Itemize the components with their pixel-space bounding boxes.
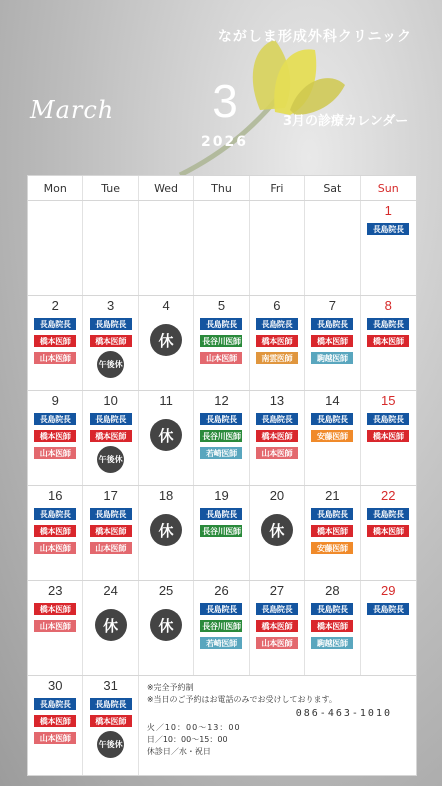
week-row: [28, 201, 416, 296]
day-cell-1: [361, 201, 416, 295]
day-cell-19: [194, 486, 249, 580]
day-cell-2: [28, 296, 83, 390]
weekday-tue: Tue: [83, 176, 138, 200]
doctor-badge: 橋本医師: [310, 619, 354, 633]
day-cell-6: [250, 296, 305, 390]
closed-marker: 休: [150, 419, 182, 451]
day-cell-26: [194, 581, 249, 675]
doctor-badge: 長島院長: [310, 412, 354, 426]
doctor-badge: 長島院長: [310, 507, 354, 521]
day-cell-14: [305, 391, 360, 485]
day-number: 13: [269, 393, 285, 408]
doctor-badge: 長島院長: [366, 412, 410, 426]
day-number: 10: [103, 393, 118, 408]
doctor-badge: 長島院長: [255, 317, 299, 331]
week-row: [28, 676, 416, 775]
day-cell-22: [361, 486, 416, 580]
week-row: [28, 486, 416, 581]
doctor-badge: 山本医師: [255, 446, 299, 460]
doctor-badge: 橋本医師: [366, 524, 410, 538]
empty-cell: [194, 201, 249, 295]
doctor-badge: 橋本医師: [89, 334, 133, 348]
doctor-badge: 長島院長: [89, 317, 133, 331]
day-cell-21: [305, 486, 360, 580]
day-cell-31: [83, 676, 138, 775]
day-number: 9: [51, 393, 59, 408]
doctor-badge: 橋本医師: [255, 334, 299, 348]
day-cell-30: [28, 676, 83, 775]
day-number: 27: [269, 583, 285, 598]
empty-cell: [28, 201, 83, 295]
doctor-badge: 長島院長: [33, 317, 77, 331]
day-number: 4: [162, 298, 170, 313]
clinic-name: ながしま形成外科クリニック: [217, 29, 412, 45]
empty-cell: [305, 201, 360, 295]
weekday-header: [28, 176, 416, 201]
day-cell-5: [194, 296, 249, 390]
day-number: 29: [381, 583, 396, 598]
doctor-badge: 橋本医師: [89, 714, 133, 728]
day-cell-24: [83, 581, 138, 675]
day-number: 30: [47, 678, 63, 693]
week-row: [28, 391, 416, 486]
doctor-badge: 長島院長: [199, 317, 243, 331]
day-number: 8: [384, 298, 392, 313]
doctor-badge: 長島院長: [199, 507, 243, 521]
day-cell-8: [361, 296, 416, 390]
empty-cell: [139, 201, 194, 295]
day-cell-12: [194, 391, 249, 485]
doctor-badge: 山本医師: [33, 619, 77, 633]
day-cell-16: [28, 486, 83, 580]
doctor-badge: 駒越医師: [310, 351, 354, 365]
weekday-sat: Sat: [305, 176, 360, 200]
month-number: 3: [212, 75, 238, 127]
doctor-badge: 長島院長: [89, 412, 133, 426]
day-number: 21: [325, 488, 340, 503]
doctor-badge: 長島院長: [366, 507, 410, 521]
doctor-badge: 長谷川医師: [199, 619, 243, 633]
doctor-badge: 長島院長: [310, 317, 354, 331]
day-cell-9: [28, 391, 83, 485]
doctor-badge: 駒越医師: [310, 636, 354, 650]
empty-cell: [250, 201, 305, 295]
doctor-badge: 長島院長: [199, 412, 243, 426]
doctor-badge: 長谷川医師: [199, 429, 243, 443]
doctor-badge: 長島院長: [366, 222, 410, 236]
doctor-badge: 山本医師: [33, 731, 77, 745]
doctor-badge: 長島院長: [255, 602, 299, 616]
doctor-badge: 橋本医師: [33, 602, 77, 616]
day-cell-13: [250, 391, 305, 485]
day-number: 26: [214, 583, 229, 598]
day-number: 18: [158, 488, 174, 503]
doctor-badge: 長島院長: [33, 697, 77, 711]
calendar-weeks: [28, 201, 416, 775]
hours-sunday: 日／10：00～15：00: [146, 735, 228, 744]
day-number: 17: [103, 488, 118, 503]
doctor-badge: 若崎医師: [199, 636, 243, 650]
day-cell-29: [361, 581, 416, 675]
doctor-badge: 長島院長: [310, 602, 354, 616]
day-number: 16: [47, 488, 63, 503]
day-cell-4: [139, 296, 194, 390]
day-cell-23: [28, 581, 83, 675]
doctor-badge: 橋本医師: [89, 524, 133, 538]
doctor-badge: 安藤医師: [310, 429, 354, 443]
weekday-fri: Fri: [250, 176, 305, 200]
month-english: March: [30, 96, 115, 124]
day-cell-15: [361, 391, 416, 485]
closed-marker: 休: [150, 609, 182, 641]
day-number: 22: [381, 488, 396, 503]
day-number: 31: [103, 678, 118, 693]
doctor-badge: 安藤医師: [310, 541, 354, 555]
doctor-badge: 長島院長: [366, 317, 410, 331]
day-number: 14: [325, 393, 340, 408]
doctor-badge: 長谷川医師: [199, 334, 243, 348]
hours-tuesday: 火／10：00～13：00: [146, 723, 241, 732]
doctor-badge: 長島院長: [255, 412, 299, 426]
day-cell-27: [250, 581, 305, 675]
day-number: 3: [107, 298, 115, 313]
day-cell-17: [83, 486, 138, 580]
doctor-badge: 山本医師: [33, 351, 77, 365]
weekday-thu: Thu: [194, 176, 249, 200]
reservation-note: ※完全予約制: [146, 683, 194, 692]
week-row: [28, 296, 416, 391]
doctor-badge: 橋本医師: [310, 524, 354, 538]
week-row: [28, 581, 416, 676]
doctor-badge: 橋本医師: [33, 714, 77, 728]
year: 2026: [201, 134, 248, 150]
day-cell-18: [139, 486, 194, 580]
closed-marker: 休: [95, 609, 127, 641]
day-number: 11: [159, 393, 173, 408]
doctor-badge: 橋本医師: [366, 334, 410, 348]
calendar-grid: [27, 175, 417, 776]
day-number: 7: [328, 298, 336, 313]
doctor-badge: 橋本医師: [366, 429, 410, 443]
day-number: 2: [51, 298, 59, 313]
day-number: 28: [325, 583, 340, 598]
day-number: 25: [158, 583, 174, 598]
day-number: 24: [103, 583, 118, 598]
doctor-badge: 長島院長: [89, 507, 133, 521]
day-number: 23: [47, 583, 63, 598]
day-number: 6: [273, 298, 281, 313]
doctor-badge: 山本医師: [255, 636, 299, 650]
doctor-badge: 橋本医師: [89, 429, 133, 443]
day-cell-7: [305, 296, 360, 390]
doctor-badge: 長島院長: [366, 602, 410, 616]
phone-number: 086-463-1010: [295, 708, 392, 719]
closed-marker: 休: [150, 324, 182, 356]
weekday-wed: Wed: [139, 176, 194, 200]
closed-marker: 休: [150, 514, 182, 546]
doctor-badge: 山本医師: [89, 541, 133, 555]
doctor-badge: 橋本医師: [255, 619, 299, 633]
day-cell-10: [83, 391, 138, 485]
doctor-badge: 橋本医師: [310, 334, 354, 348]
afternoon-closed-marker: 午後休: [97, 731, 124, 758]
same-day-note: ※当日のご予約はお電話のみでお受けしております。: [146, 695, 337, 704]
day-cell-11: [139, 391, 194, 485]
doctor-badge: 橋本医師: [33, 524, 77, 538]
doctor-badge: 山本医師: [33, 541, 77, 555]
afternoon-closed-marker: 午後休: [97, 351, 124, 378]
doctor-badge: 若崎医師: [199, 446, 243, 460]
day-cell-20: [250, 486, 305, 580]
weekday-sun: Sun: [377, 181, 399, 195]
doctor-badge: 南雲医師: [255, 351, 299, 365]
day-cell-25: [139, 581, 194, 675]
clinic-notes: [139, 676, 416, 775]
day-cell-3: [83, 296, 138, 390]
day-cell-28: [305, 581, 360, 675]
afternoon-closed-marker: 午後休: [97, 446, 124, 473]
doctor-badge: 橋本医師: [255, 429, 299, 443]
doctor-badge: 山本医師: [199, 351, 243, 365]
closed-marker: 休: [261, 514, 293, 546]
day-number: 19: [214, 488, 229, 503]
day-number: 15: [381, 393, 396, 408]
day-number: 5: [217, 298, 226, 313]
closed-days: 休診日／水・祝日: [146, 747, 211, 756]
doctor-badge: 長島院長: [199, 602, 243, 616]
doctor-badge: 長島院長: [89, 697, 133, 711]
doctor-badge: 長島院長: [33, 412, 77, 426]
doctor-badge: 山本医師: [33, 446, 77, 460]
doctor-badge: 長谷川医師: [199, 524, 243, 538]
empty-cell: [83, 201, 138, 295]
day-number: 20: [269, 488, 285, 503]
weekday-mon: Mon: [28, 176, 83, 200]
doctor-badge: 長島院長: [33, 507, 77, 521]
day-number: 1: [384, 203, 392, 218]
calendar-title: 3月の診療カレンダー: [283, 114, 409, 129]
doctor-badge: 橋本医師: [33, 429, 77, 443]
doctor-badge: 橋本医師: [33, 334, 77, 348]
day-number: 12: [214, 393, 229, 408]
